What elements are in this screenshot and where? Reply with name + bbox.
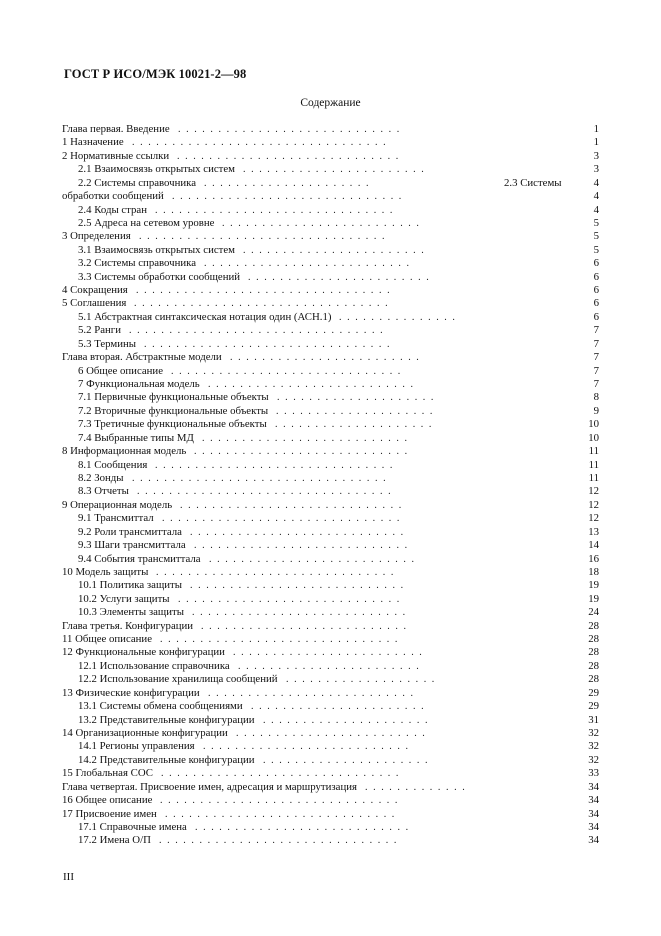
toc-entry[interactable]	[62, 405, 599, 418]
toc-entry-page: 34	[588, 780, 599, 793]
dot-leader: ............................	[180, 499, 407, 511]
toc-entry[interactable]	[62, 727, 599, 740]
toc-entry-page: 6	[593, 284, 599, 297]
dot-leader: ...........................	[194, 446, 413, 458]
dot-leader: ........................	[233, 647, 428, 659]
toc-entry-label: 8.3 Отчеты	[78, 485, 129, 498]
dot-leader: ..............................	[155, 459, 398, 471]
dot-leader: ..............................	[161, 768, 404, 780]
toc-entry[interactable]	[62, 485, 599, 498]
dot-leader: ...............................	[144, 338, 396, 350]
toc-entry-page: 7	[593, 378, 599, 391]
toc-entry-label: 2 Нормативные ссылки	[62, 149, 170, 162]
dot-leader: ..........................	[208, 687, 419, 699]
toc-entry-page: 31	[588, 713, 599, 726]
toc-entry-label: 13.1 Системы обмена сообщениями	[78, 700, 243, 713]
dot-leader: ....................	[275, 419, 437, 431]
toc-entry[interactable]	[62, 512, 599, 525]
toc-entry-page: 6	[593, 257, 599, 270]
toc-entry-page: 4	[593, 176, 599, 189]
toc-entry[interactable]	[62, 606, 599, 619]
toc-entry-page: 13	[588, 525, 599, 538]
toc-entry-label: 12.2 Использование хранилища сообщений	[78, 673, 278, 686]
dot-leader: .............................	[172, 191, 407, 203]
dot-leader: .............................	[165, 808, 400, 820]
toc-entry-label: 10.2 Услуги защиты	[78, 592, 170, 605]
dot-leader: ..........................	[209, 553, 420, 565]
toc-entry-label: 13 Физические конфигурации	[62, 686, 200, 699]
dot-leader: ................................	[129, 325, 389, 337]
dot-leader: ....................	[277, 392, 439, 404]
toc-entry-page: 19	[588, 592, 599, 605]
toc-entry-page: 34	[588, 794, 599, 807]
toc-entry[interactable]	[62, 740, 599, 753]
toc-entry-label: 10.1 Политика защиты	[78, 579, 183, 592]
toc-entry-page: 29	[588, 686, 599, 699]
toc-entry[interactable]	[62, 526, 599, 539]
toc-entry-label: 17.1 Справочные имена	[78, 820, 187, 833]
dot-leader: ...................	[286, 674, 440, 686]
toc-entry-page: 28	[588, 646, 599, 659]
toc-entry-page: 32	[588, 726, 599, 739]
toc-entry-label: Глава третья. Конфигурации	[62, 619, 194, 632]
toc-entry-label: 10.3 Элементы защиты	[78, 606, 184, 619]
dot-leader: ........................	[230, 352, 425, 364]
toc-entry-label: 14.2 Представительные конфигурации	[78, 753, 255, 766]
toc-entry-page: 32	[588, 740, 599, 753]
dot-leader: ................................	[136, 285, 396, 297]
toc-entry[interactable]	[62, 834, 599, 847]
toc-entry-page: 28	[588, 619, 599, 632]
toc-entry-page: 7	[593, 364, 599, 377]
toc-entry-page: 34	[588, 807, 599, 820]
toc-entry-label: 3.2 Системы справочника	[78, 257, 197, 270]
toc-entry-label: 13.2 Представительные конфигурации	[78, 713, 255, 726]
toc-entry-label: 3.3 Системы обработки сообщений	[78, 270, 241, 283]
toc-entry[interactable]	[62, 714, 599, 727]
toc-entry-label: 17.2 Имена О/П	[78, 834, 151, 847]
toc-entry-label: 16 Общее описание	[62, 794, 153, 807]
toc-entry-label: обработки сообщений	[62, 190, 164, 203]
toc-entry-page: 11	[588, 458, 599, 471]
toc-entry-page: 3	[593, 163, 599, 176]
toc-entry-label: 11 Общее описание	[62, 633, 153, 646]
dot-leader: ...........................	[192, 607, 411, 619]
toc-entry-label: 7.2 Вторичные функциональные объекты	[78, 404, 269, 417]
toc-entry[interactable]	[62, 794, 599, 807]
toc-entry[interactable]	[62, 204, 599, 217]
dot-leader: .....................	[263, 714, 434, 726]
toc-entry[interactable]	[62, 324, 599, 337]
toc-entry[interactable]	[62, 311, 599, 324]
toc-entry-label: 5.3 Термины	[78, 337, 137, 350]
toc-entry-page: 7	[593, 324, 599, 337]
dot-leader: .....................	[204, 177, 375, 189]
toc-entry[interactable]	[62, 391, 599, 404]
toc-entry[interactable]	[62, 472, 599, 485]
toc-entry-label: Глава вторая. Абстрактные модели	[62, 351, 222, 364]
toc-entry-page: 10	[588, 431, 599, 444]
toc-entry-page: 6	[593, 297, 599, 310]
dot-leader: .............................	[171, 365, 406, 377]
toc-entry-label: 12 Функциональные конфигурации	[62, 646, 225, 659]
toc-entry-page: 4	[593, 190, 599, 203]
toc-entry[interactable]	[62, 553, 599, 566]
toc-entry-label: 8 Информационная модель	[62, 445, 187, 458]
dot-leader: ..........................	[204, 258, 415, 270]
toc-entry[interactable]	[62, 499, 599, 512]
toc-entry[interactable]	[62, 432, 599, 445]
dot-leader: .....................	[263, 754, 434, 766]
toc-entry[interactable]	[62, 593, 599, 606]
toc-entry-page: 18	[588, 565, 599, 578]
dot-leader: ...........................	[194, 540, 413, 552]
toc-entry-label: 3.1 Взаимосвязь открытых систем	[78, 243, 235, 256]
toc-entry-label: 5.1 Абстрактная синтаксическая нотация один (АСН.1)	[78, 310, 332, 323]
toc-entry[interactable]	[62, 767, 599, 780]
toc-entry-label: 15 Глобальная СОС	[62, 767, 153, 780]
toc-entry[interactable]	[62, 418, 599, 431]
toc-entry[interactable]	[62, 217, 599, 230]
dot-leader: ...........................	[190, 526, 409, 538]
toc-entry-page: 11	[588, 445, 599, 458]
toc-entry-page: 24	[588, 606, 599, 619]
toc-entry-page: 9	[593, 404, 599, 417]
dot-leader: ......................	[251, 701, 430, 713]
toc-entry-page: 7	[593, 351, 599, 364]
dot-leader: ..............................	[155, 204, 398, 216]
dot-leader: ................................	[132, 472, 392, 484]
toc-entry[interactable]	[62, 136, 599, 149]
toc-entry[interactable]	[62, 646, 599, 659]
toc-entry-page: 28	[588, 633, 599, 646]
toc-entry-page: 12	[588, 498, 599, 511]
toc-entry-label: 7.1 Первичные функциональные объекты	[78, 391, 269, 404]
dot-leader: .............	[365, 781, 471, 793]
toc-entry-label: 14 Организационные конфигурации	[62, 726, 228, 739]
dot-leader: ..............................	[160, 634, 403, 646]
toc-entry-page: 19	[588, 579, 599, 592]
toc-entry-label: 9.3 Шаги трансмиттала	[78, 539, 186, 552]
toc-entry[interactable]	[62, 539, 599, 552]
toc-entry[interactable]	[62, 244, 599, 257]
toc-entry-label: 14.1 Регионы управления	[78, 740, 195, 753]
toc-entry[interactable]	[62, 365, 599, 378]
toc-entry[interactable]	[62, 123, 599, 136]
dot-leader: ............................	[177, 150, 404, 162]
toc-entry-page: 28	[588, 659, 599, 672]
dot-leader: ................................	[137, 486, 397, 498]
toc-entry[interactable]	[62, 351, 599, 364]
toc-entry[interactable]	[62, 445, 599, 458]
toc-entry-page: 8	[593, 391, 599, 404]
toc-entry[interactable]	[62, 566, 599, 579]
toc-entry[interactable]	[62, 297, 599, 310]
toc-entry-label: 6 Общее описание	[78, 364, 164, 377]
toc-entry-label: 7.3 Третичные функциональные объекты	[78, 418, 267, 431]
toc-entry[interactable]	[62, 459, 599, 472]
toc-entry-label: 5.2 Ранги	[78, 324, 121, 337]
toc-entry-page: 5	[593, 243, 599, 256]
toc-entry-label: 10 Модель защиты	[62, 565, 149, 578]
toc-entry[interactable]	[62, 284, 599, 297]
toc-entry[interactable]	[62, 271, 599, 284]
toc-entry-label: 4 Сокращения	[62, 284, 128, 297]
toc-entry-page: 3	[593, 149, 599, 162]
toc-entry[interactable]	[62, 754, 599, 767]
toc-entry-label: 7.4 Выбранные типы МД	[78, 431, 194, 444]
dot-leader: ..............................	[159, 835, 402, 847]
toc-entry-page: 10	[588, 418, 599, 431]
toc-entry[interactable]	[62, 150, 599, 163]
toc-entry-label: 17 Присвоение имен	[62, 807, 157, 820]
toc-entry-page: 1	[593, 136, 599, 149]
toc-entry-label: 3 Определения	[62, 230, 131, 243]
toc-entry-page: 12	[588, 512, 599, 525]
toc-entry-label: 1 Назначение	[62, 136, 124, 149]
dot-leader: ..............................	[160, 795, 403, 807]
dot-leader: .......................	[243, 244, 430, 256]
toc-entry[interactable]	[62, 257, 599, 270]
dot-leader: ..........................	[208, 379, 419, 391]
toc-entry-label: 2.4 Коды стран	[78, 203, 148, 216]
toc-entry-page: 11	[588, 471, 599, 484]
toc-entry-page: 16	[588, 552, 599, 565]
toc-entry-label: 5 Соглашения	[62, 297, 127, 310]
toc-entry-label: 8.1 Сообщения	[78, 458, 148, 471]
toc-entry[interactable]	[62, 700, 599, 713]
toc-entry-page: 12	[588, 485, 599, 498]
toc-entry-page: 33	[588, 767, 599, 780]
toc-entry[interactable]	[62, 687, 599, 700]
toc-entry[interactable]	[62, 620, 599, 633]
toc-entry[interactable]	[62, 633, 599, 646]
toc-entry-page: 32	[588, 753, 599, 766]
toc-entry[interactable]	[62, 190, 599, 203]
toc-entry-page: 6	[593, 270, 599, 283]
toc-entry[interactable]	[62, 660, 599, 673]
toc-entry[interactable]	[62, 781, 599, 794]
dot-leader: ..........................	[203, 741, 414, 753]
toc-entry-page: 7	[593, 337, 599, 350]
toc-entry-label: 2.2 Системы справочника	[78, 176, 197, 189]
dot-leader: ...............	[339, 311, 461, 323]
dot-leader: ........................	[236, 727, 431, 739]
toc-entry-label: 12.1 Использование справочника	[78, 659, 230, 672]
dot-leader: ............................	[178, 593, 405, 605]
toc-entry[interactable]	[62, 673, 599, 686]
dot-leader: .......................	[238, 660, 425, 672]
toc-entry-page: 1	[593, 123, 599, 135]
dot-leader: ..............................	[162, 513, 405, 525]
dot-leader: ...........................	[195, 821, 414, 833]
toc-entry-label: 9.2 Роли трансмиттала	[78, 525, 182, 538]
toc-entry-label: 7 Функциональная модель	[78, 378, 200, 391]
toc-entry-page: 5	[593, 216, 599, 229]
toc-entry[interactable]	[62, 808, 599, 821]
toc-entry-trailing-text: 2.3 Системы	[504, 176, 562, 189]
toc-entry[interactable]	[62, 230, 599, 243]
toc-entry-page: 29	[588, 700, 599, 713]
dot-leader: ..........................	[201, 620, 412, 632]
dot-leader: ..............................	[156, 566, 399, 578]
toc-title: Содержание	[300, 97, 361, 109]
dot-leader: ..........................	[202, 432, 413, 444]
toc-entry-page: 6	[593, 310, 599, 323]
toc-entry-page: 28	[588, 673, 599, 686]
toc-entry-label: 2.1 Взаимосвязь открытых систем	[78, 163, 235, 176]
dot-leader: .......................	[243, 164, 430, 176]
page-number-label: III	[63, 871, 74, 883]
dot-leader: .......................	[248, 271, 435, 283]
table-of-contents	[62, 123, 599, 848]
toc-entry-label: Глава четвертая. Присвоение имен, адресация и маршрутизация	[62, 780, 357, 793]
toc-entry-label: 2.5 Адреса на сетевом уровне	[78, 216, 215, 229]
toc-entry-label: 8.2 Зонды	[78, 471, 124, 484]
dot-leader: ............................	[178, 124, 405, 135]
toc-entry-label: 9.4 События трансмиттала	[78, 552, 201, 565]
toc-entry-page: 4	[593, 203, 599, 216]
document-header: ГОСТ Р ИСО/МЭК 10021-2—98	[64, 67, 247, 81]
toc-entry-page: 34	[588, 820, 599, 833]
dot-leader: ...........................	[190, 580, 409, 592]
dot-leader: .........................	[222, 217, 425, 229]
dot-leader: ................................	[132, 137, 392, 149]
toc-entry-label: 9.1 Трансмиттал	[78, 512, 154, 525]
toc-entry[interactable]	[62, 177, 599, 190]
dot-leader: ...............................	[139, 231, 391, 243]
dot-leader: ....................	[276, 405, 438, 417]
toc-entry[interactable]	[62, 378, 599, 391]
toc-entry-page: 5	[593, 230, 599, 243]
toc-entry-label: 9 Операционная модель	[62, 498, 173, 511]
toc-entry[interactable]	[62, 821, 599, 834]
toc-entry-label: Глава первая. Введение	[62, 123, 170, 135]
toc-entry-page: 14	[588, 539, 599, 552]
toc-entry[interactable]	[62, 338, 599, 351]
dot-leader: ................................	[134, 298, 394, 310]
toc-entry[interactable]	[62, 579, 599, 592]
toc-entry-page: 34	[588, 834, 599, 847]
toc-entry[interactable]	[62, 163, 599, 176]
